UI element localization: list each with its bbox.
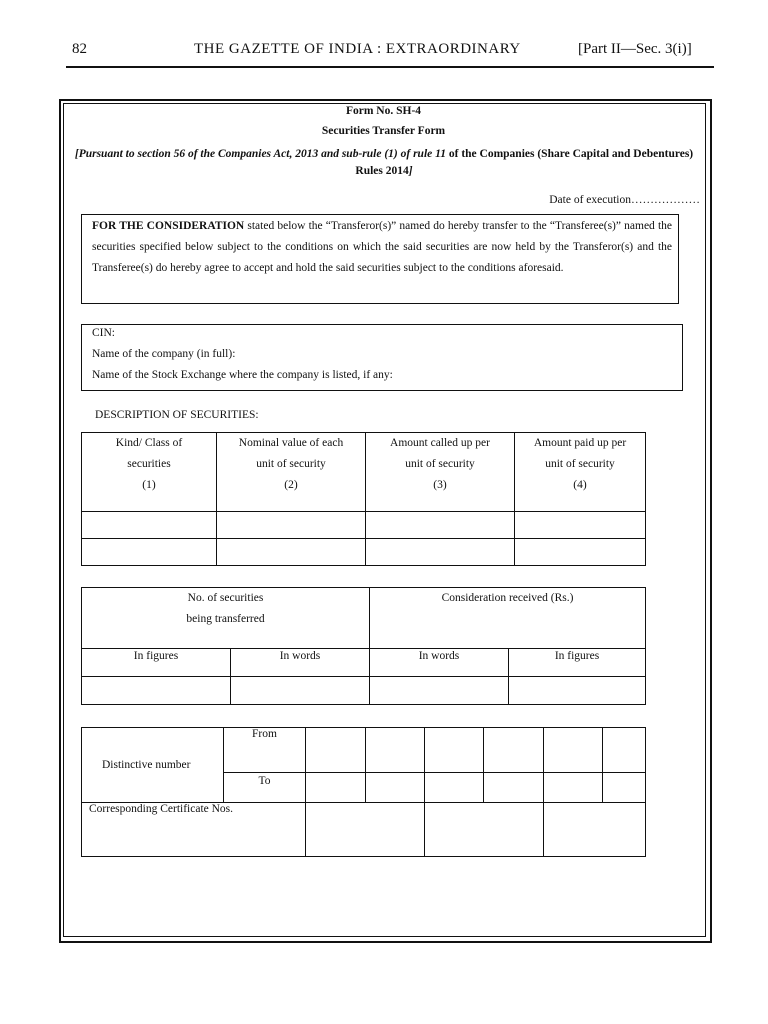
input-cell[interactable] <box>217 539 366 566</box>
input-cell[interactable] <box>509 677 646 705</box>
input-cell[interactable] <box>366 512 515 539</box>
pursuant-note <box>66 146 702 180</box>
from-label: From <box>224 728 306 773</box>
company-name-field[interactable]: Name of the company (in full): <box>92 348 236 360</box>
in-figures-label: In figures <box>82 649 231 677</box>
table-row <box>82 677 646 705</box>
consideration-received-header: Consideration received (Rs.) <box>370 588 646 649</box>
col-kind-class: Kind/ Class of securities (1) <box>82 433 217 512</box>
input-cell[interactable] <box>603 728 646 773</box>
table-row <box>82 512 646 539</box>
input-cell[interactable] <box>425 803 544 857</box>
input-cell[interactable] <box>366 539 515 566</box>
form-number: Form No. SH-4 <box>345 105 422 117</box>
input-cell[interactable] <box>425 728 484 773</box>
input-cell[interactable] <box>217 512 366 539</box>
input-cell[interactable] <box>306 773 366 803</box>
input-cell[interactable] <box>515 539 646 566</box>
consideration-lead: FOR THE CONSIDERATION <box>92 220 245 232</box>
securities-heading: DESCRIPTION OF SECURITIES: <box>95 409 259 421</box>
input-cell[interactable] <box>425 773 484 803</box>
header-rule <box>66 66 714 68</box>
col-nominal-value: Nominal value of each unit of security (2) <box>217 433 366 512</box>
transfer-subheader-row <box>82 649 646 677</box>
date-of-execution-field[interactable]: Date of execution……………… <box>549 194 700 206</box>
input-cell[interactable] <box>370 677 509 705</box>
securities-table <box>81 432 646 566</box>
in-figures-label: In figures <box>509 649 646 677</box>
input-cell[interactable] <box>366 728 425 773</box>
input-cell[interactable] <box>306 803 425 857</box>
form-title: Securities Transfer Form <box>321 125 446 137</box>
input-cell[interactable] <box>306 728 366 773</box>
gazette-title: THE GAZETTE OF INDIA : EXTRAORDINARY <box>194 41 521 57</box>
in-words-label: In words <box>231 649 370 677</box>
input-cell[interactable] <box>82 539 217 566</box>
transfer-header-row <box>82 588 646 649</box>
input-cell[interactable] <box>515 512 646 539</box>
in-words-label: In words <box>370 649 509 677</box>
securities-header-row <box>82 433 646 512</box>
input-cell[interactable] <box>544 803 646 857</box>
no-of-securities-header: No. of securities being transferred <box>82 588 370 649</box>
table-row <box>82 539 646 566</box>
input-cell[interactable] <box>231 677 370 705</box>
stock-exchange-field[interactable]: Name of the Stock Exchange where the company is listed, if any: <box>92 369 393 381</box>
input-cell[interactable] <box>484 728 544 773</box>
pursuant-rest: of the Companies (Share Capital and Debentures) Rules 2014 <box>355 148 694 177</box>
part-section-label: [Part II—Sec. 3(i)] <box>578 41 692 57</box>
input-cell[interactable] <box>544 773 603 803</box>
table-row <box>82 803 646 857</box>
table-row <box>82 728 646 773</box>
consideration-body: stated below the “Transferor(s)” named do hereby transfer to the “Transferee(s)” named the securities specified below subject to the conditions on which the said securities are now held by the Transferor(s) and the Transferee(s) do hereby agree to accept and hold the said securities subject to the conditions aforesaid. <box>92 220 673 274</box>
pursuant-close: ] <box>408 165 413 177</box>
page-number: 82 <box>72 41 87 57</box>
consideration-box <box>81 214 679 304</box>
pursuant-italic: [Pursuant to section 56 of the Companies Act, 2013 and sub-rule (1) of rule 11 <box>74 148 446 160</box>
input-cell[interactable] <box>366 773 425 803</box>
consideration-text <box>92 216 672 279</box>
to-label: To <box>224 773 306 803</box>
input-cell[interactable] <box>544 728 603 773</box>
company-details-box <box>81 324 683 391</box>
input-cell[interactable] <box>484 773 544 803</box>
col-amount-paid-up: Amount paid up per unit of security (4) <box>515 433 646 512</box>
input-cell[interactable] <box>82 512 217 539</box>
distinctive-number-label: Distinctive number <box>82 728 224 803</box>
distinctive-number-table <box>81 727 646 857</box>
input-cell[interactable] <box>603 773 646 803</box>
input-cell[interactable] <box>82 677 231 705</box>
certificate-nos-label: Corresponding Certificate Nos. <box>82 803 306 857</box>
transfer-table <box>81 587 646 705</box>
cin-field[interactable]: CIN: <box>92 327 115 339</box>
col-amount-called-up: Amount called up per unit of security (3) <box>366 433 515 512</box>
